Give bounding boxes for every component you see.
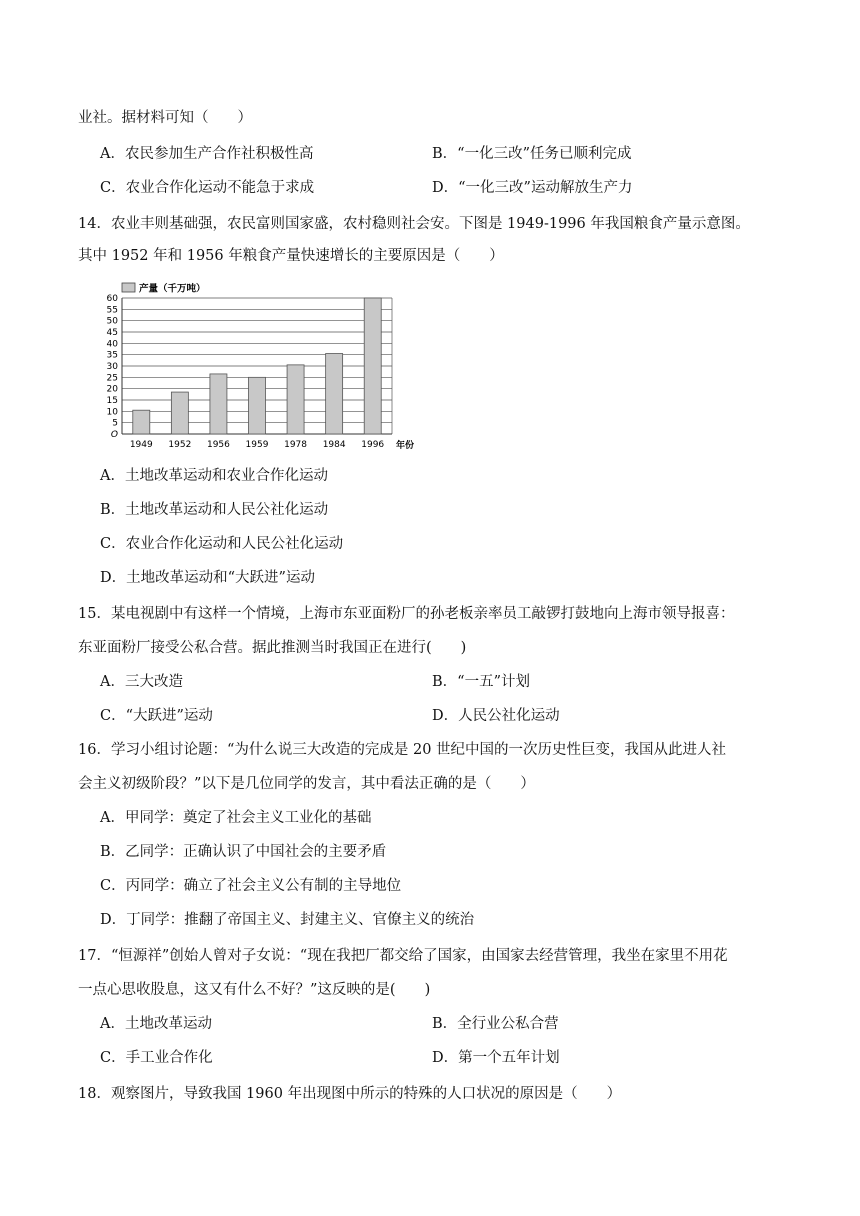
q14-stem-line1: 14．农业丰则基础强，农民富则国家盛，农村稳则社会安。下图是 1949-1996 年我国粮食产量示意图。 [78, 216, 750, 232]
bar-1996 [364, 298, 381, 434]
bar-1956 [210, 374, 227, 434]
bar-1949 [133, 410, 150, 434]
bar-1984 [326, 354, 343, 434]
bar-1952 [171, 392, 188, 434]
q17-stem-line2: 一点心思收股息，这又有什么不好？”这反映的是( ) [78, 982, 431, 998]
x-tick-label-1984: 1984 [322, 440, 346, 450]
y-tick-labels [107, 294, 119, 440]
q18-stem-line1: 18．观察图片，导致我国 1960 年出现图中所示的特殊的人口状况的原因是（ ） [78, 1086, 622, 1102]
q16-option-d[interactable]: D．丁同学：推翻了帝国主义、封建主义、官僚主义的统治 [100, 912, 475, 928]
q17-option-c[interactable]: C．手工业合作化 [100, 1050, 213, 1066]
y-tick-label: 5 [112, 418, 118, 429]
x-tick-label-1996: 1996 [361, 440, 385, 450]
x-tick-label-1949: 1949 [129, 440, 153, 450]
q13-option-c[interactable]: C．农业合作化运动不能急于求成 [100, 180, 315, 196]
q16-option-c[interactable]: C．丙同学：确立了社会主义公有制的主导地位 [100, 878, 402, 894]
y-tick-label: 20 [106, 384, 118, 395]
q15-stem-line1: 15．某电视剧中有这样一个情境，上海市东亚面粉厂的孙老板亲率员工敲锣打鼓地向上海市领导报喜： [78, 606, 735, 622]
bar-1978 [287, 365, 304, 434]
y-tick-label: 40 [106, 339, 118, 350]
q15-option-c[interactable]: C．“大跃进”运动 [100, 708, 213, 724]
q13-option-b[interactable]: B．“一化三改”任务已顺利完成 [432, 146, 632, 162]
y-tick-label: O [110, 430, 118, 440]
bar-1959 [249, 377, 266, 434]
legend-swatch [122, 283, 135, 292]
y-tick-label: 50 [106, 316, 118, 327]
x-tick-labels [130, 440, 385, 450]
q17-option-a[interactable]: A．土地改革运动 [100, 1016, 212, 1032]
y-tick-label: 15 [106, 396, 118, 406]
q16-option-a[interactable]: A．甲同学：奠定了社会主义工业化的基础 [100, 810, 372, 826]
q17-option-b[interactable]: B．全行业公私合营 [432, 1016, 559, 1032]
legend-label: 产量（千万吨） [139, 283, 206, 295]
y-tick-label: 35 [106, 350, 118, 361]
q15-option-b[interactable]: B．“一五”计划 [432, 674, 530, 690]
q13-option-a[interactable]: A．农民参加生产合作社积极性高 [100, 146, 314, 162]
q14-option-d[interactable]: D．土地改革运动和“大跃进”运动 [100, 570, 315, 586]
x-tick-label-1959: 1959 [245, 440, 269, 450]
y-tick-label: 55 [106, 305, 118, 316]
x-tick-label-1956: 1956 [206, 440, 230, 450]
q14-option-b[interactable]: B．土地改革运动和人民公社化运动 [100, 502, 329, 518]
q15-option-d[interactable]: D．人民公社化运动 [432, 708, 560, 724]
q15-option-a[interactable]: A．三大改造 [100, 674, 183, 690]
q16-stem-line2: 会主义初级阶段？”以下是几位同学的发言，其中看法正确的是（ ） [78, 776, 535, 792]
y-tick-label: 30 [106, 362, 118, 372]
q17-stem-line1: 17．“恒源祥”创始人曾对子女说：“现在我把厂都交给了国家，由国家去经营管理，我坐在家里不用花 [78, 948, 728, 964]
y-tick-label: 60 [106, 294, 118, 304]
q13-stem-tail: 业社。据材料可知（ ） [78, 110, 252, 126]
q17-option-d[interactable]: D．第一个五年计划 [432, 1050, 560, 1066]
grain-output-bar-chart [100, 278, 422, 454]
q16-option-b[interactable]: B．乙同学：正确认识了中国社会的主要矛盾 [100, 844, 387, 860]
x-axis-label: 年份 [396, 441, 415, 451]
q16-stem-line1: 16．学习小组讨论题：“为什么说三大改造的完成是 20 世纪中国的一次历史性巨变，我国从此进人社 [78, 742, 727, 758]
x-tick-label-1952: 1952 [168, 440, 192, 450]
x-tick-label-1978: 1978 [284, 440, 308, 450]
q13-option-d[interactable]: D．“一化三改”运动解放生产力 [432, 180, 633, 196]
y-tick-label: 25 [106, 373, 118, 384]
q14-stem-line2: 其中 1952 年和 1956 年粮食产量快速增长的主要原因是（ ） [78, 248, 504, 264]
y-tick-label: 10 [106, 407, 118, 418]
q14-option-c[interactable]: C．农业合作化运动和人民公社化运动 [100, 536, 344, 552]
y-tick-label: 45 [106, 328, 118, 338]
q14-option-a[interactable]: A．土地改革运动和农业合作化运动 [100, 468, 328, 484]
q15-stem-line2: 东亚面粉厂接受公私合营。据此推测当时我国正在进行( ) [78, 640, 467, 656]
